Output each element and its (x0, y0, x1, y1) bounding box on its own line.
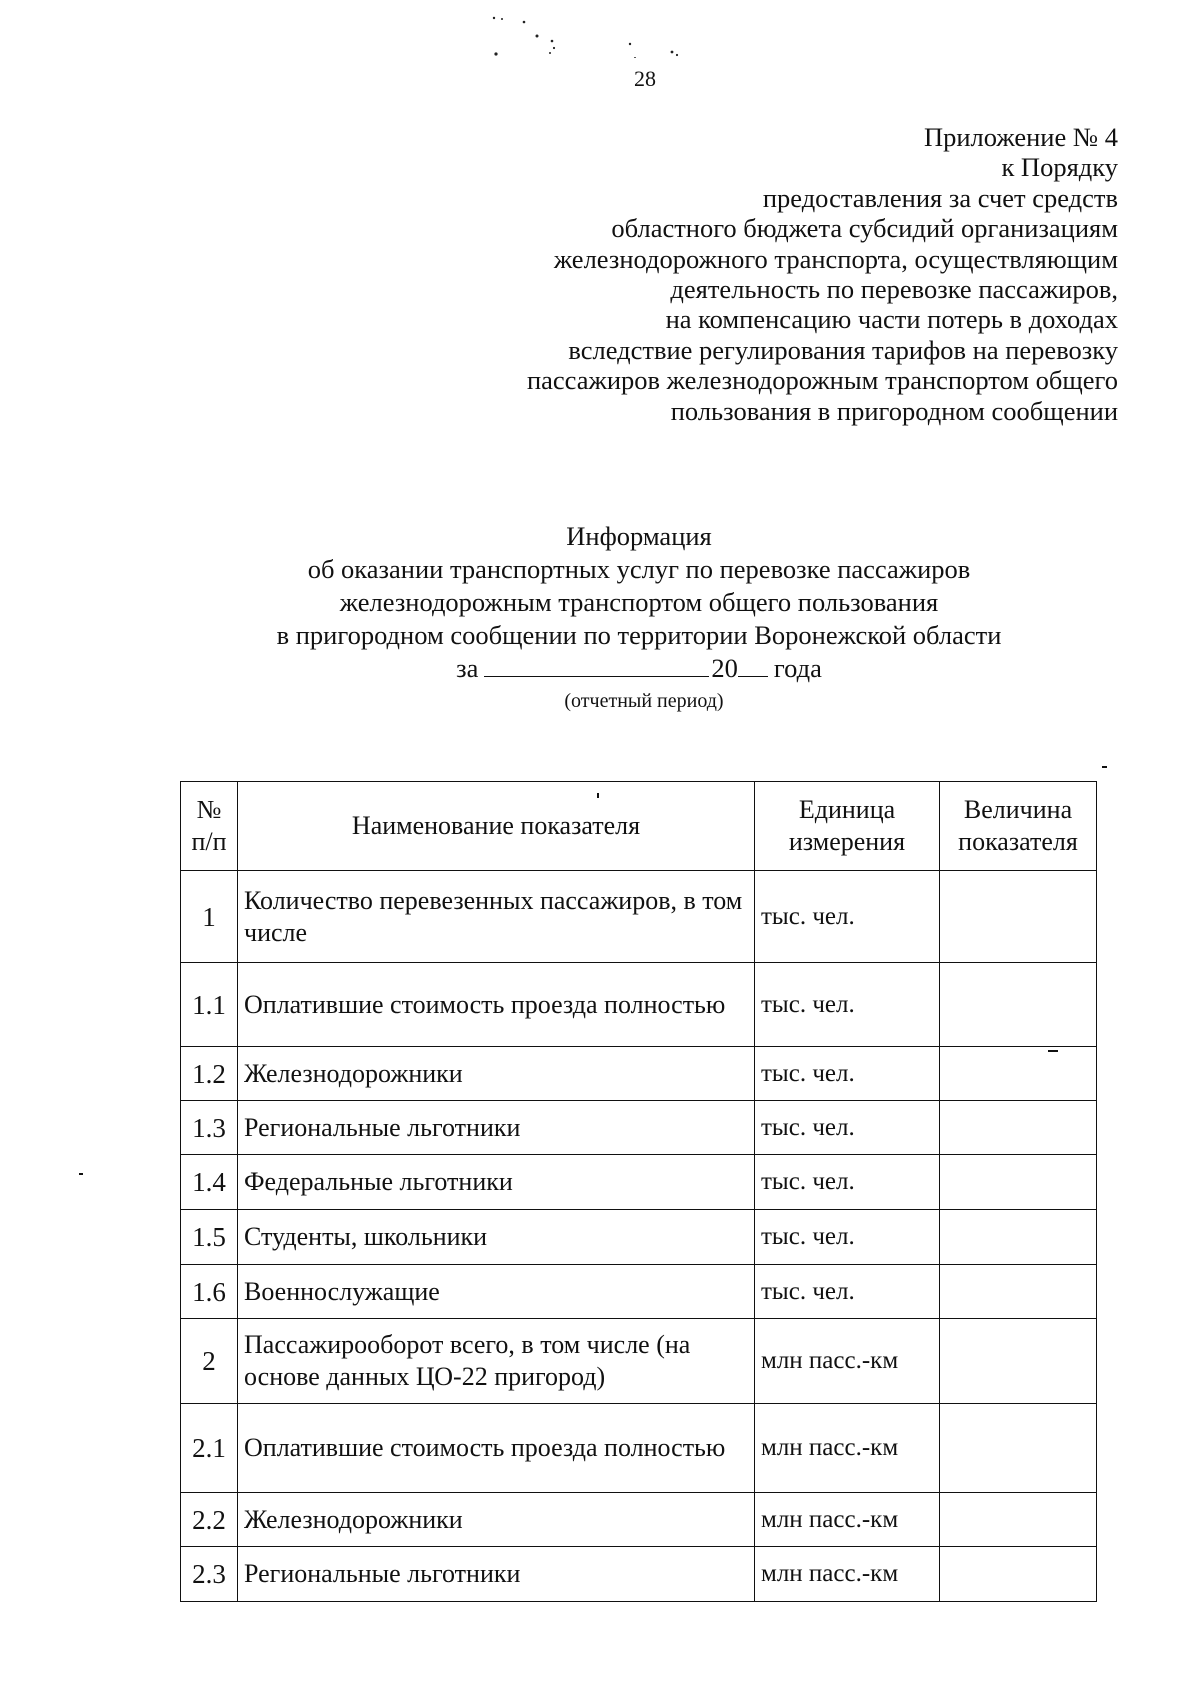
row-value (940, 963, 1097, 1047)
header-name: Наименование показателя (238, 782, 755, 871)
row-value (940, 1493, 1097, 1547)
table-header-row (181, 782, 1097, 871)
appendix-line: предоставления за счет средств (762, 182, 1118, 213)
year-suffix: года (773, 653, 822, 683)
table-row (181, 1047, 1097, 1101)
row-num: 1.4 (181, 1155, 238, 1210)
row-name: Пассажирооборот всего, в том числе (на основе данных ЦО-22 пригород) (238, 1319, 755, 1404)
appendix-line: пользования в пригородном сообщении (670, 395, 1118, 426)
appendix-line: железнодорожного транспорта, осуществляющим (553, 243, 1118, 274)
row-num: 1.1 (181, 963, 238, 1047)
table-row (181, 1319, 1097, 1404)
row-name: Железнодорожники (238, 1047, 755, 1101)
row-value (940, 1210, 1097, 1265)
document-title (0, 520, 1200, 685)
appendix-line: Приложение № 4 (923, 122, 1118, 152)
row-name: Военнослужащие (238, 1265, 755, 1319)
row-unit: тыс. чел. (755, 1265, 940, 1319)
row-num: 2 (181, 1319, 238, 1404)
table-row (181, 1155, 1097, 1210)
row-num: 1.3 (181, 1101, 238, 1155)
scan-mark (597, 793, 599, 798)
year-prefix: 20 (711, 653, 738, 683)
period-caption: (отчетный период) (564, 690, 724, 712)
row-num: 2.1 (181, 1404, 238, 1493)
table-row (181, 1547, 1097, 1602)
indicator-table (180, 781, 1097, 1602)
year-blank (738, 652, 768, 677)
row-unit: млн пасс.-км (755, 1547, 940, 1602)
scan-mark (1102, 766, 1107, 768)
row-unit: тыс. чел. (755, 1155, 940, 1210)
row-unit: млн пасс.-км (755, 1319, 940, 1404)
title-line: Информация (566, 521, 712, 551)
appendix-header (527, 122, 1118, 426)
period-blank (484, 652, 709, 677)
row-unit: млн пасс.-км (755, 1493, 940, 1547)
row-unit: тыс. чел. (755, 1210, 940, 1265)
row-value (940, 1404, 1097, 1493)
header-value: Величина показателя (940, 782, 1097, 871)
row-unit: тыс. чел. (755, 871, 940, 963)
header-num: № п/п (181, 782, 238, 871)
row-value (940, 1547, 1097, 1602)
scan-specks (490, 8, 700, 58)
table-row (181, 1101, 1097, 1155)
table-row (181, 1265, 1097, 1319)
row-unit: тыс. чел. (755, 963, 940, 1047)
row-name: Количество перевезенных пассажиров, в том числе (238, 871, 755, 963)
row-value (940, 1101, 1097, 1155)
title-line: об оказании транспортных услуг по перевозке пассажиров (307, 554, 971, 584)
row-num: 2.2 (181, 1493, 238, 1547)
title-line: в пригородном сообщении по территории Воронежской области (276, 620, 1002, 650)
table-row (181, 1210, 1097, 1265)
row-num: 1.6 (181, 1265, 238, 1319)
row-name: Региональные льготники (238, 1101, 755, 1155)
title-line: железнодорожным транспортом общего пользования (339, 587, 939, 617)
appendix-line: на компенсацию части потерь в доходах (665, 304, 1118, 335)
table-row (181, 1493, 1097, 1547)
table-row (181, 871, 1097, 963)
period-prefix: за (456, 653, 479, 683)
row-num: 1 (181, 871, 238, 963)
appendix-line: пассажиров железнодорожным транспортом общего (526, 365, 1118, 396)
row-num: 2.3 (181, 1547, 238, 1602)
row-unit: тыс. чел. (755, 1101, 940, 1155)
row-value (940, 1155, 1097, 1210)
row-unit: тыс. чел. (755, 1047, 940, 1101)
row-name: Федеральные льготники (238, 1155, 755, 1210)
appendix-line: к Порядку (1001, 152, 1118, 183)
table-row (181, 1404, 1097, 1493)
row-value (940, 1265, 1097, 1319)
row-num: 1.5 (181, 1210, 238, 1265)
header-unit: Единица измерения (755, 782, 940, 871)
appendix-line: вследствие регулирования тарифов на перевозку (568, 334, 1118, 365)
table-row (181, 963, 1097, 1047)
row-name: Железнодорожники (238, 1493, 755, 1547)
scan-mark (1048, 1050, 1058, 1052)
row-name: Оплатившие стоимость проезда полностью (238, 1404, 755, 1493)
row-name: Оплатившие стоимость проезда полностью (238, 963, 755, 1047)
row-name: Студенты, школьники (238, 1210, 755, 1265)
row-unit: млн пасс.-км (755, 1404, 940, 1493)
page-number: 28 (634, 66, 656, 91)
scan-mark (79, 1173, 83, 1175)
reporting-period-line (0, 652, 1200, 685)
row-num: 1.2 (181, 1047, 238, 1101)
row-value (940, 1319, 1097, 1404)
row-name: Региональные льготники (238, 1547, 755, 1602)
row-value (940, 871, 1097, 963)
row-value (940, 1047, 1097, 1101)
appendix-line: деятельность по перевозке пассажиров, (670, 274, 1118, 305)
appendix-line: областного бюджета субсидий организациям (611, 213, 1118, 244)
